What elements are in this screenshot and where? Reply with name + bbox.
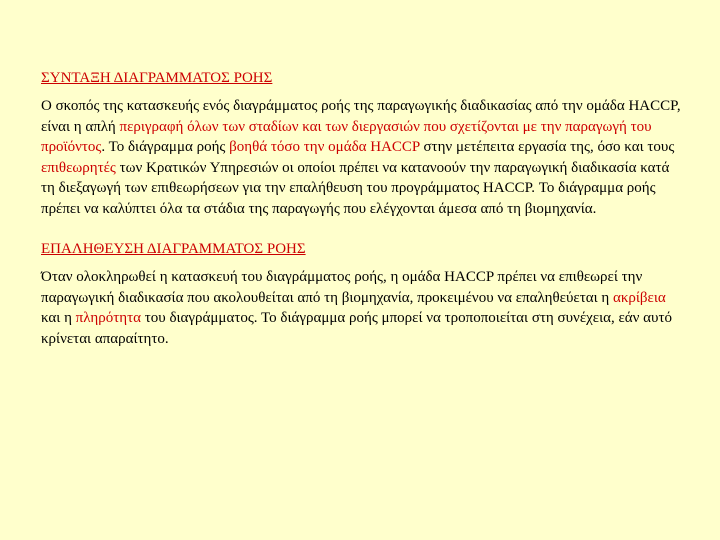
section-paragraph-verification	[41, 267, 681, 349]
highlighted-text: βοηθά τόσο την ομάδα HACCP	[229, 139, 420, 155]
text-segment: . Το διάγραμμα ροής	[101, 139, 230, 155]
highlighted-text: ακρίβεια	[612, 289, 666, 306]
text-segment: στην μετέπειτα εργασία της, όσο και τους	[419, 139, 675, 155]
text-segment: του διαγράμματος. Το διάγραμμα ροής μπορεί να τροποποιείται στη συνέχεια, εάν αυτό κρίνεται απαραίτητο.	[41, 310, 672, 347]
section-heading-verification: ΕΠΑΛΗΘΕΥΣΗ ΔΙΑΓΡΑΜΜΑΤΟΣ ΡΟΗΣ	[41, 241, 306, 257]
highlighted-text: επιθεωρητές	[41, 159, 116, 176]
section-heading-construction: ΣΥΝΤΑΞΗ ΔΙΑΓΡΑΜΜΑΤΟΣ ΡΟΗΣ	[41, 70, 273, 86]
highlighted-text: περιγραφή όλων των σταδίων και των διεργασιών που σχετίζονται με την παραγωγή του προϊόντος	[41, 118, 652, 155]
highlighted-text: πληρότητα	[75, 310, 141, 326]
slide-content	[41, 68, 681, 349]
section-flow-diagram-construction	[41, 68, 681, 219]
section-paragraph-construction	[41, 96, 681, 219]
section-flow-diagram-verification	[41, 239, 681, 349]
text-segment: Ο σκοπός της κατασκευής ενός διαγράμματος ροής της παραγωγικής διαδικασίας από την ομάδα HACCP, είναι η απλή	[41, 98, 681, 135]
text-segment: Όταν ολοκληρωθεί η κατασκευή του διαγράμματος ροής, η ομάδα HACCP πρέπει να επιθεωρεί την παραγωγική διαδικασία που ακολουθείται από τη βιομηχανία, προκειμένου να επαληθεύεται η	[41, 269, 643, 306]
text-segment: και η	[41, 310, 76, 326]
text-segment: των Κρατικών Υπηρεσιών οι οποίοι πρέπει να κατανοούν την παραγωγική διαδικασία κατά τη διεξαγωγή των επιθεωρήσεων για την επαλήθευση του προγράμματος HACCP. Το διάγραμμα ροής πρέπει να καλύπτει όλα τα στάδια της παραγωγής που ελέγχονται άμεσα από τη βιομηχανία.	[41, 159, 670, 217]
